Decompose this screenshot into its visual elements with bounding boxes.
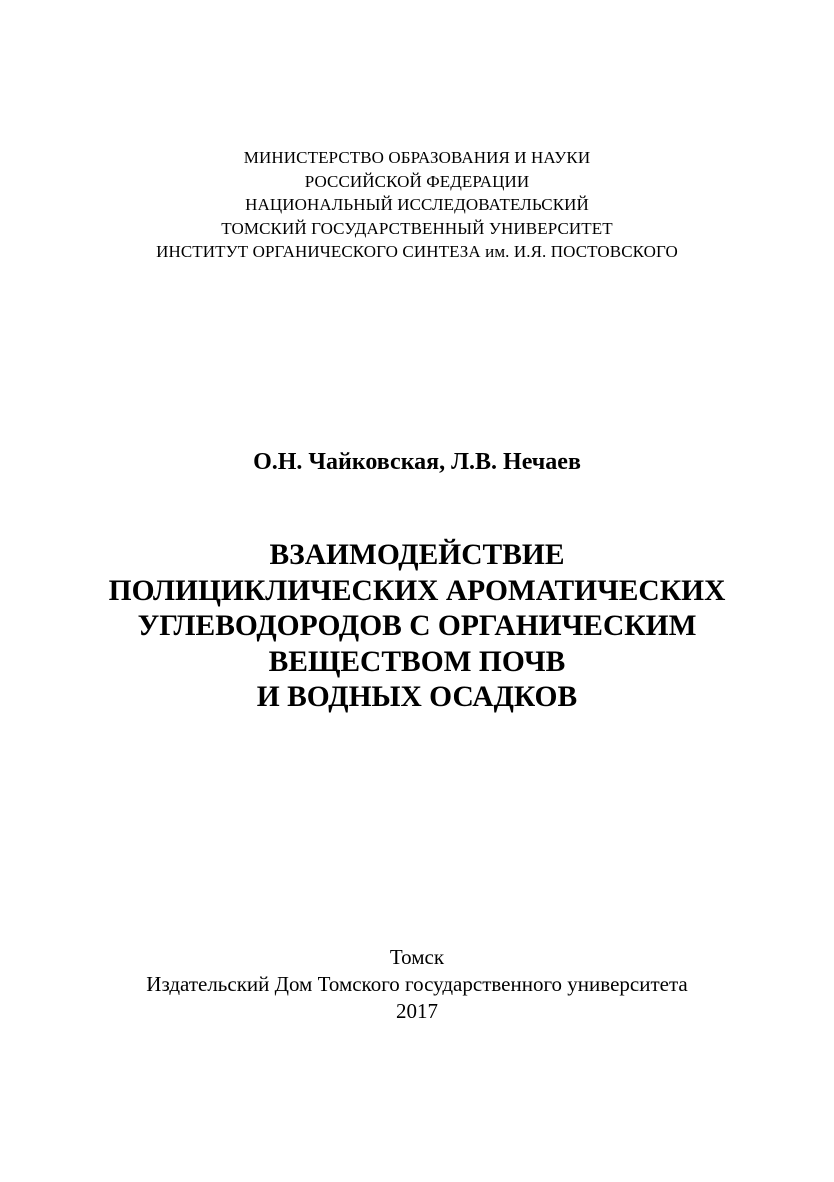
book-title: [0, 538, 834, 716]
authors: О.Н. Чайковская, Л.В. Нечаев: [253, 449, 581, 475]
national-research-line: НАЦИОНАЛЬНЫЙ ИССЛЕДОВАТЕЛЬСКИЙ: [245, 195, 589, 214]
imprint-year: 2017: [396, 999, 438, 1023]
title-line: И ВОДНЫХ ОСАДКОВ: [256, 681, 578, 713]
title-line: ПОЛИЦИКЛИЧЕСКИХ АРОМАТИЧЕСКИХ: [108, 574, 726, 607]
title-line: ВЕЩЕСТВОМ ПОЧВ: [268, 645, 566, 678]
title-line: ВЗАИМОДЕЙСТВИЕ: [269, 539, 565, 571]
ministry-line: МИНИСТЕРСТВО ОБРАЗОВАНИЯ И НАУКИ: [243, 148, 591, 167]
imprint-city: Томск: [389, 945, 445, 969]
university-line: ТОМСКИЙ ГОСУДАРСТВЕННЫЙ УНИВЕРСИТЕТ: [221, 218, 613, 238]
institution-header: [0, 146, 834, 264]
federation-line: РОССИЙСКОЙ ФЕДЕРАЦИИ: [304, 171, 530, 191]
title-line: УГЛЕВОДОРОДОВ С ОРГАНИЧЕСКИМ: [137, 610, 697, 642]
institute-line: ИНСТИТУТ ОРГАНИЧЕСКОГО СИНТЕЗА им. И.Я. ПОСТОВСКОГО: [156, 242, 678, 261]
imprint: [0, 944, 834, 1025]
imprint-publisher: Издательский Дом Томского государственного университета: [146, 972, 688, 996]
